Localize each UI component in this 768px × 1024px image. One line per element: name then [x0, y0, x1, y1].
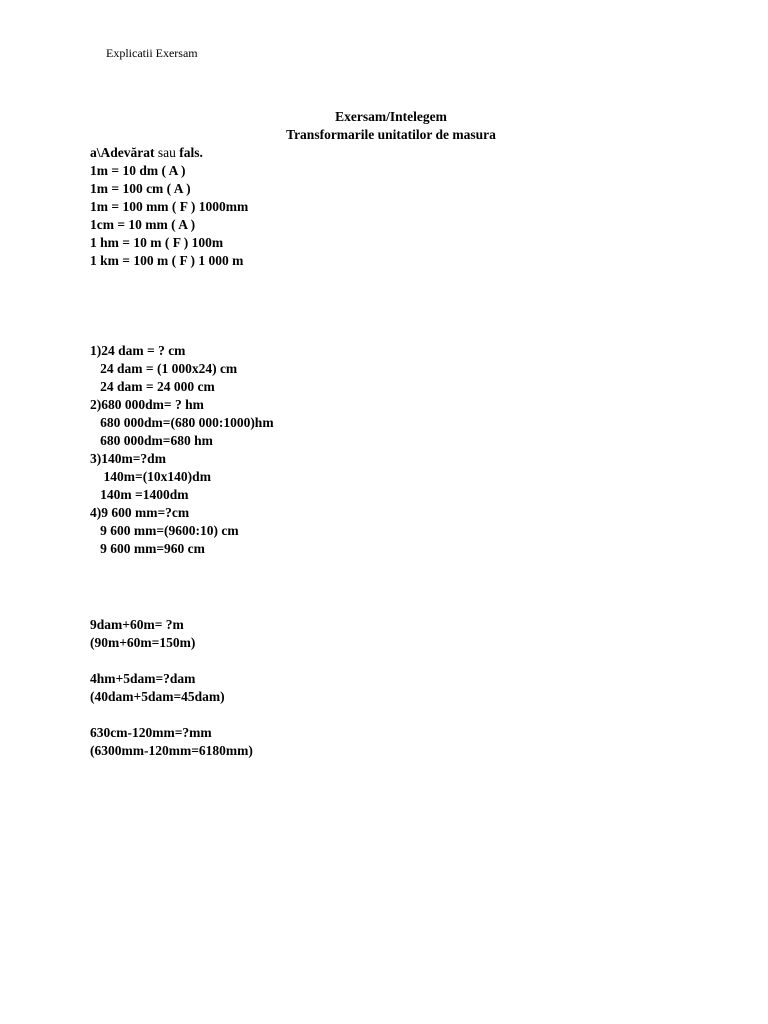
page-title: Exersam/Intelegem — [335, 109, 447, 124]
spacer — [90, 706, 253, 724]
list-item: 680 000dm=(680 000:1000)hm — [90, 415, 274, 430]
list-item: 2)680 000dm= ? hm — [90, 397, 204, 412]
exercise-question: 4hm+5dam=?dam — [90, 671, 196, 686]
list-item: 140m =1400dm — [90, 487, 189, 502]
list-item: 1)24 dam = ? cm — [90, 343, 186, 358]
exercise-answer: (6300mm-120mm=6180mm) — [90, 743, 253, 758]
heading-false: fals. — [179, 145, 203, 160]
list-item: 680 000dm=680 hm — [90, 433, 213, 448]
list-item: 1m = 10 dm ( A ) — [90, 163, 186, 178]
list-item: 9 600 mm=(9600:10) cm — [90, 523, 239, 538]
exercise-answer: (90m+60m=150m) — [90, 635, 196, 650]
list-item: 1m = 100 mm ( F ) 1000mm — [90, 199, 249, 214]
list-item: 1m = 100 cm ( A ) — [90, 181, 191, 196]
header-note: Explicatii Exersam — [106, 46, 198, 60]
heading-or: sau — [154, 145, 180, 160]
exercise-question: 9dam+60m= ?m — [90, 617, 184, 632]
section-operations — [90, 616, 253, 760]
spacer — [90, 652, 253, 670]
list-item: 24 dam = 24 000 cm — [90, 379, 215, 394]
section-conversions — [90, 342, 274, 558]
heading-true: a\Adevărat — [90, 145, 155, 160]
list-item: 1 hm = 10 m ( F ) 100m — [90, 235, 224, 250]
section-true-false — [90, 144, 248, 270]
page-subtitle: Transformarile unitatilor de masura — [286, 127, 496, 142]
exercise-question: 630cm-120mm=?mm — [90, 725, 212, 740]
list-item: 1cm = 10 mm ( A ) — [90, 217, 196, 232]
list-item: 24 dam = (1 000x24) cm — [90, 361, 238, 376]
list-item: 9 600 mm=960 cm — [90, 541, 205, 556]
exercise-answer: (40dam+5dam=45dam) — [90, 689, 225, 704]
list-item: 3)140m=?dm — [90, 451, 166, 466]
section-a-heading — [90, 144, 248, 162]
list-item: 4)9 600 mm=?cm — [90, 505, 190, 520]
list-item: 140m=(10x140)dm — [90, 469, 211, 484]
list-item: 1 km = 100 m ( F ) 1 000 m — [90, 253, 244, 268]
